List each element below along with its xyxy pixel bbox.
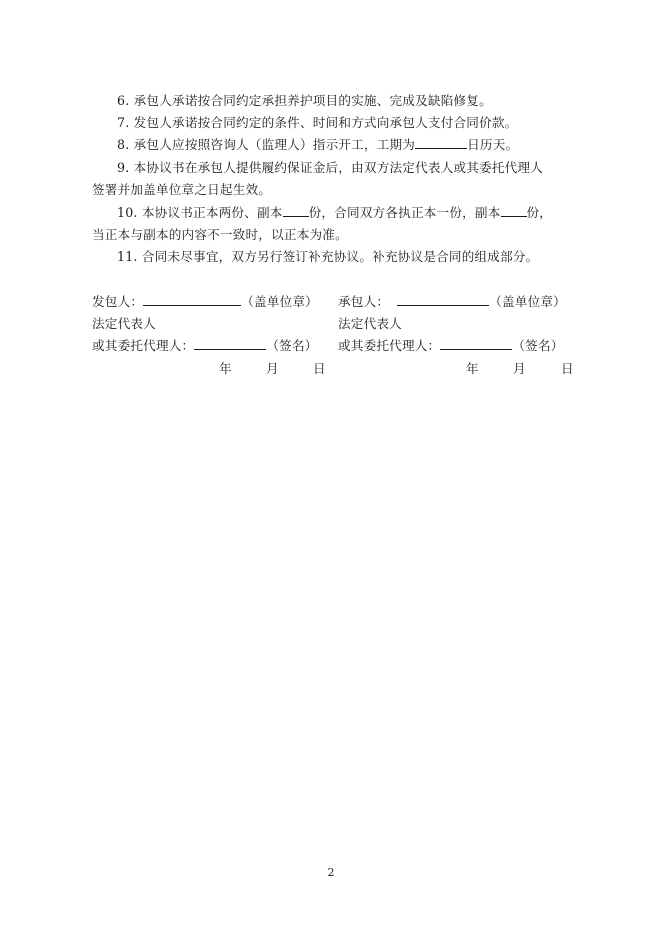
clause-text: 发包人承诺按合同约定的条件、时间和方式向承包人支付合同价款。 — [133, 115, 518, 130]
clause-9-line-2 — [92, 179, 582, 201]
clause-text: 承包人承诺按合同约定承担养护项目的实施、完成及缺陷修复。 — [133, 93, 492, 108]
clause-text-after: 日历天。 — [467, 137, 519, 152]
contractor-party-label: 承包人： — [338, 294, 390, 309]
clause-text: 合同未尽事宜，双方另行签订补充协议。补充协议是合同的组成部分。 — [141, 249, 539, 264]
clause-text: 当正本与副本的内容不一致时，以正本为准。 — [92, 227, 348, 242]
clause-text: 签署并加盖单位章之日起生效。 — [92, 182, 272, 197]
contractor-date-month: 月 — [513, 361, 526, 376]
employer-date-month: 月 — [266, 361, 279, 376]
duration-blank — [415, 135, 467, 149]
contractor-name-blank — [397, 292, 489, 306]
clause-number: 8. — [117, 137, 130, 152]
clause-number: 6. — [117, 93, 130, 108]
clause-number: 10. — [117, 205, 138, 220]
clause-number: 7. — [117, 115, 130, 130]
clause-10-line-2 — [92, 224, 582, 246]
contractor-agent-label: 或其委托代理人： — [338, 338, 441, 353]
copies-blank-1 — [283, 203, 309, 217]
clause-text-part-3: 份， — [526, 205, 553, 220]
clause-text-before: 承包人应按照咨询人（监理人）指示开工，工期为 — [133, 137, 416, 152]
contractor-agent-line — [338, 335, 564, 357]
clause-7 — [92, 112, 607, 134]
page-number: 2 — [327, 866, 335, 879]
clause-text: 本协议书在承包人提供履约保证金后，由双方法定代表人或其委托代理人 — [133, 160, 544, 175]
contractor-date-year: 年 — [466, 361, 479, 376]
clause-6 — [92, 90, 607, 112]
employer-legal-rep: 法定代表人 — [92, 316, 156, 331]
employer-name-blank — [143, 292, 241, 306]
contractor-seal-note: （盖单位章） — [489, 294, 566, 309]
contractor-sign-note: （签名） — [512, 338, 564, 353]
clause-number: 9. — [117, 160, 130, 175]
copies-blank-2 — [501, 203, 527, 217]
contractor-sign-blank — [440, 336, 512, 350]
contractor-legal-rep: 法定代表人 — [338, 316, 402, 331]
employer-sign-note: （签名） — [266, 338, 318, 353]
clause-number: 11. — [117, 249, 138, 264]
clause-text-part-1: 本协议书正本两份、副本 — [141, 205, 283, 220]
clause-text-part-2: 份，合同双方各执正本一份，副本 — [308, 205, 501, 220]
employer-date-year: 年 — [219, 361, 232, 376]
employer-agent-line — [92, 335, 318, 357]
employer-seal-note: （盖单位章） — [241, 294, 318, 309]
employer-party-line — [92, 291, 318, 313]
employer-agent-label: 或其委托代理人： — [92, 338, 195, 353]
clause-8 — [92, 134, 607, 156]
employer-sign-blank — [194, 336, 266, 350]
contractor-date-day: 日 — [561, 361, 574, 376]
clause-10-line-1 — [92, 202, 607, 224]
clause-11 — [92, 246, 607, 268]
employer-date-day: 日 — [313, 361, 326, 376]
clause-9-line-1 — [92, 157, 607, 179]
employer-party-label: 发包人： — [92, 294, 144, 309]
contractor-party-line — [338, 291, 566, 313]
